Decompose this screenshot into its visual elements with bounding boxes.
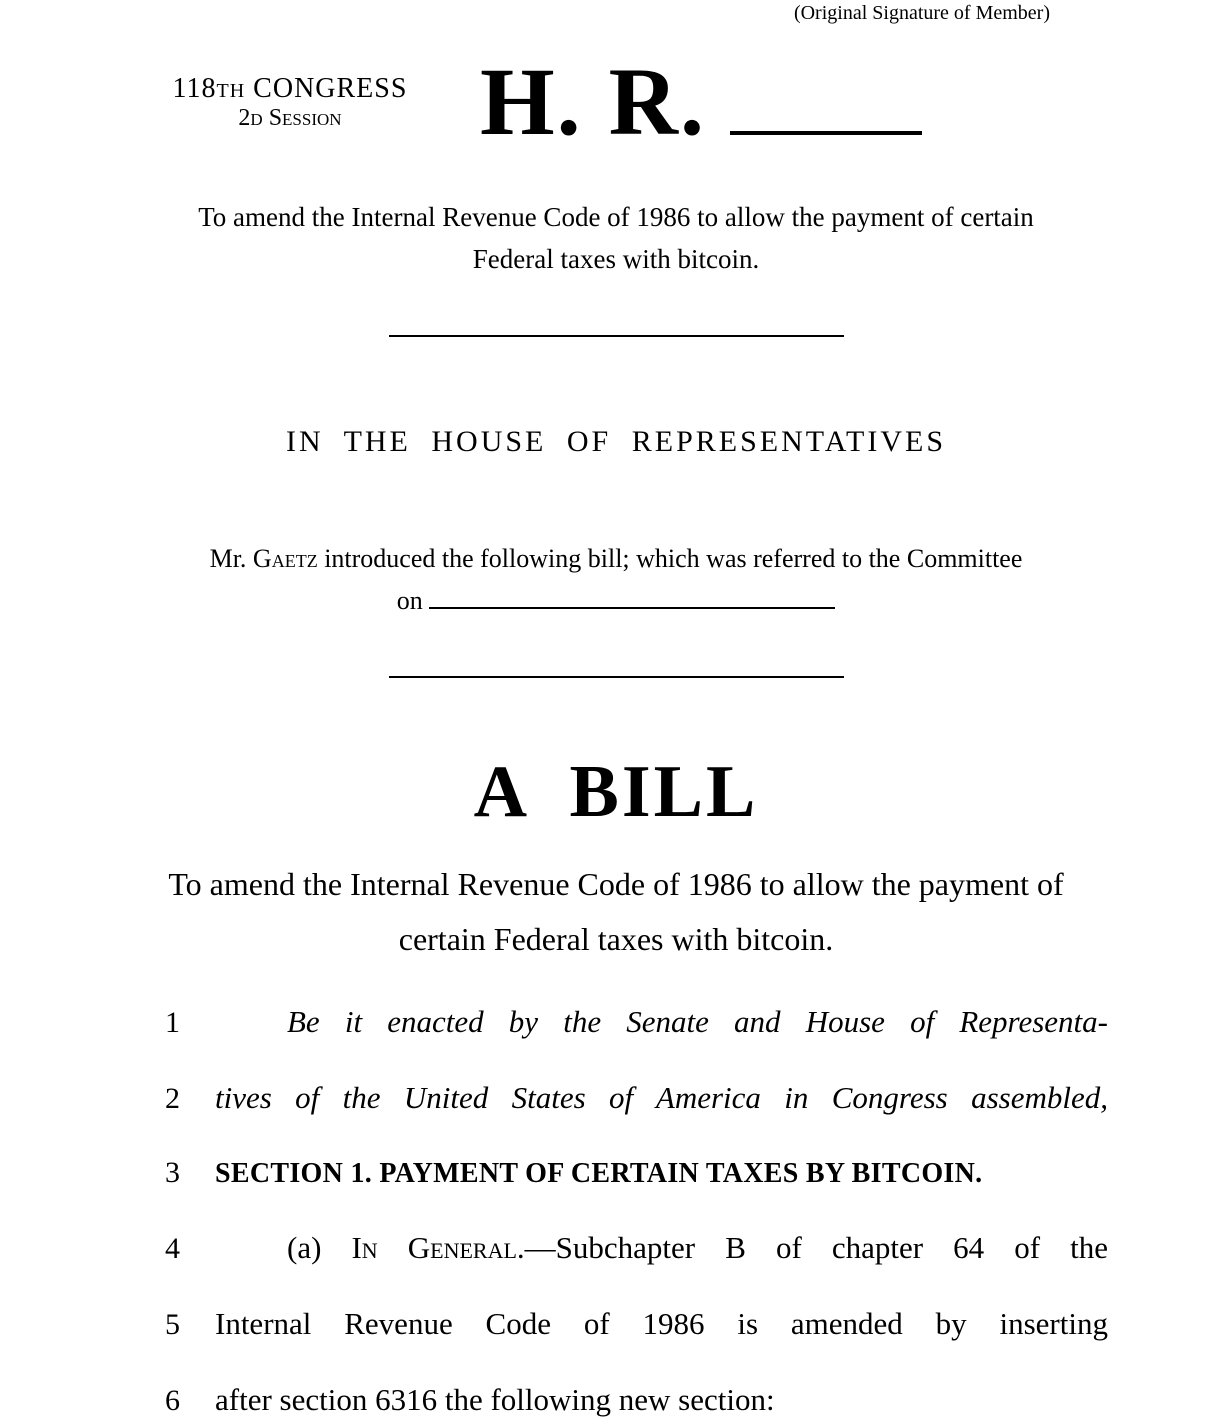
line-number: 5 xyxy=(165,1308,180,1342)
bill-line-2 xyxy=(165,1079,1108,1117)
committee-on-label: on xyxy=(396,586,430,616)
congress-number: 118th CONGRESS xyxy=(172,73,408,104)
signature-note: (Original Signature of Member) xyxy=(793,2,1050,24)
bill-line-6 xyxy=(165,1381,1108,1419)
line-number: 2 xyxy=(165,1082,180,1116)
line-number: 6 xyxy=(165,1384,180,1418)
committee-line xyxy=(60,586,1172,616)
bill-number-block xyxy=(480,48,922,155)
sponsor-name: Gaetz xyxy=(252,544,318,574)
congress-session-block xyxy=(150,59,430,145)
chamber-heading: IN THE HOUSE OF REPRESENTATIVES xyxy=(285,425,947,459)
bill-line-1 xyxy=(165,1003,1108,1041)
line-text-post: .—Subchapter B of chapter 64 of the xyxy=(516,1230,1108,1266)
bill-line-4 xyxy=(165,1229,1108,1267)
bill-body xyxy=(60,1003,1172,1419)
bill-line-5 xyxy=(165,1305,1108,1343)
line-number: 1 xyxy=(165,1006,180,1040)
section-heading: SECTION 1. PAYMENT OF CERTAIN TAXES BY BITCOIN. xyxy=(215,1158,983,1190)
official-title-top: To amend the Internal Revenue Code of 1986 to allow the payment of certain Federal taxes with bitcoin. xyxy=(198,202,1034,275)
introduction-paragraph xyxy=(60,539,1172,578)
bill-number-blank-line xyxy=(730,131,922,135)
bill-line-3 xyxy=(165,1155,1108,1191)
line-text: Be it enacted by the Senate and House of Representa- xyxy=(287,1004,1108,1040)
line-text: tives of the United States of America in Congress assembled, xyxy=(215,1080,1108,1116)
divider-rule-top xyxy=(389,335,844,337)
line-number: 4 xyxy=(165,1232,180,1266)
line-text-pre: (a) xyxy=(287,1230,352,1266)
bill-heading: A BILL xyxy=(473,751,759,834)
divider-rule-bottom xyxy=(389,676,844,678)
committee-blank-line xyxy=(429,607,835,609)
line-text: Internal Revenue Code of 1986 is amended by inserting xyxy=(215,1306,1108,1342)
sponsor-prefix: Mr. xyxy=(209,544,253,574)
line-text xyxy=(215,1229,1108,1266)
session-number: 2d Session xyxy=(238,105,342,131)
line-text: after section 6316 the following new section: xyxy=(215,1382,775,1418)
official-title: To amend the Internal Revenue Code of 1986 to allow the payment of certain Federal taxes with bitcoin. xyxy=(168,866,1064,958)
bill-type-label: H. R. xyxy=(480,48,706,155)
bill-header xyxy=(60,48,1172,155)
introduction-text: introduced the following bill; which was referred to the Committee xyxy=(317,544,1023,574)
line-number: 3 xyxy=(165,1156,180,1190)
line-text-smallcaps: In General xyxy=(351,1230,517,1266)
